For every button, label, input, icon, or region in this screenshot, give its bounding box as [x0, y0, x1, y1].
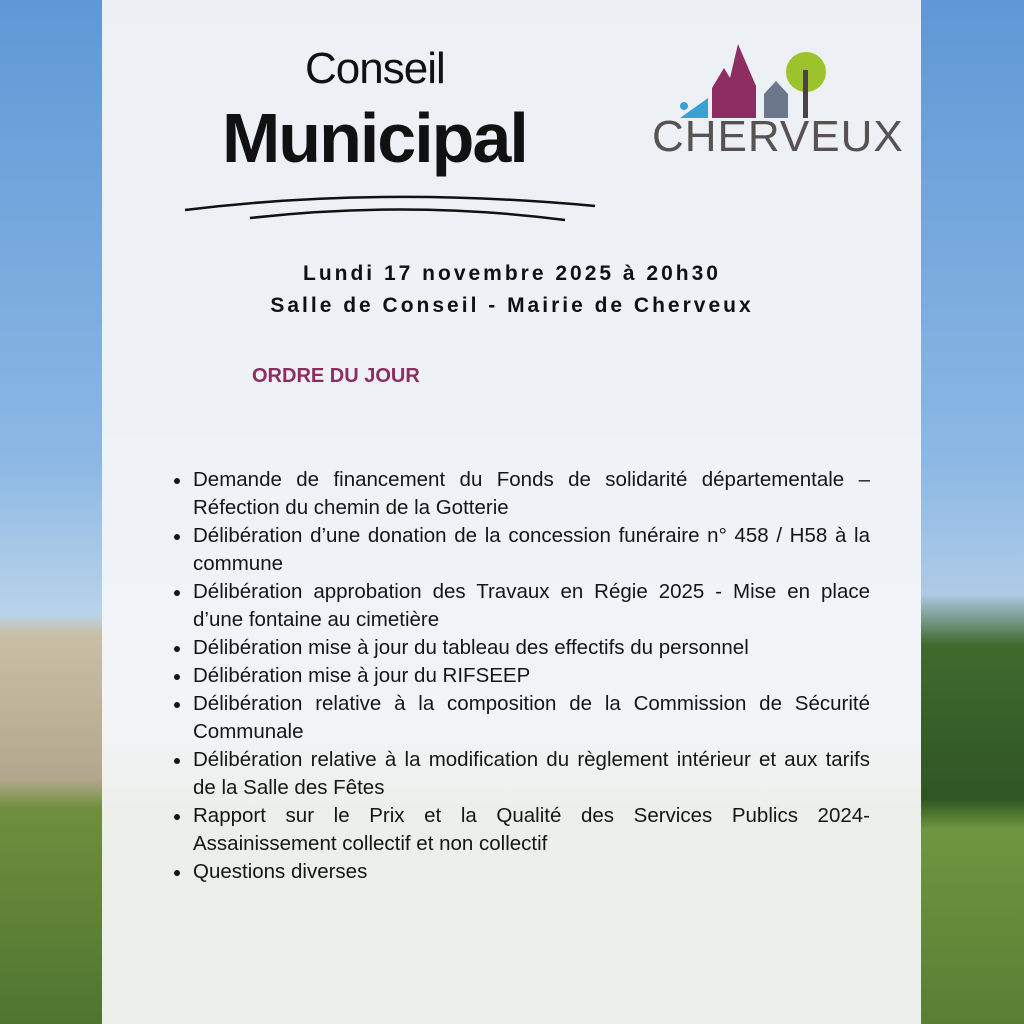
agenda-item: Délibération d’une donation de la concession funéraire n° 458 / H58 à la commune — [172, 522, 870, 578]
swoosh-decoration — [180, 186, 600, 226]
title-conseil: Conseil — [305, 44, 445, 93]
agenda-item: Délibération relative à la modification du règlement intérieur et aux tarifs de la Salle des Fêtes — [172, 746, 870, 802]
event-info — [0, 258, 1024, 322]
agenda-item: Demande de financement du Fonds de solidarité départementale – Réfection du chemin de la Gotterie — [172, 466, 870, 522]
agenda-item: Rapport sur le Prix et la Qualité des Services Publics 2024- Assainissement collectif et non collectif — [172, 802, 870, 858]
agenda-item: Délibération mise à jour du tableau des effectifs du personnel — [172, 634, 870, 662]
agenda-item: Délibération mise à jour du RIFSEEP — [172, 662, 870, 690]
background-photo-left — [0, 0, 102, 1024]
event-date: Lundi 17 novembre 2025 à 20h30 — [303, 262, 721, 285]
agenda-heading: ORDRE DU JOUR — [252, 365, 420, 387]
agenda-list — [172, 466, 870, 886]
logo-text: CHERVEUX — [652, 112, 904, 161]
background-photo-right — [921, 0, 1024, 1024]
title-municipal: Municipal — [222, 99, 527, 177]
agenda-item: Délibération approbation des Travaux en Régie 2025 - Mise en place d’une fontaine au cimetière — [172, 578, 870, 634]
event-place: Salle de Conseil - Mairie de Cherveux — [270, 294, 754, 317]
agenda-item: Délibération relative à la composition de la Commission de Sécurité Communale — [172, 690, 870, 746]
agenda-item: Questions diverses — [172, 858, 870, 886]
